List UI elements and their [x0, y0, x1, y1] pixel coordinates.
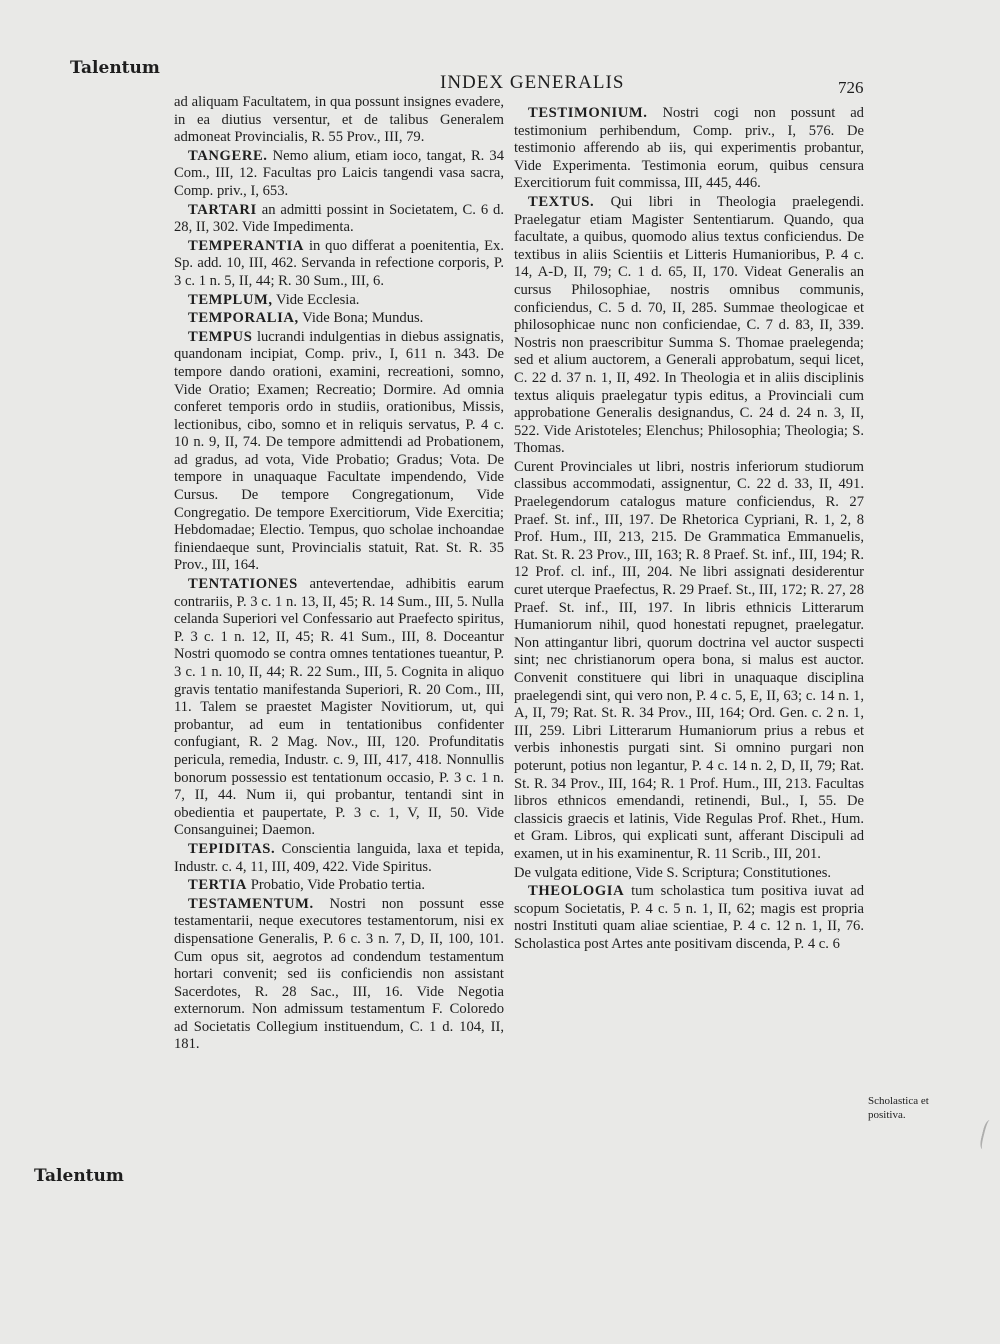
- entry-headword: TARTARI: [188, 201, 257, 218]
- entry-headword: TEMPUS: [188, 328, 253, 345]
- index-entry: [514, 194, 864, 458]
- entry-headword: THEOLOGIA: [528, 883, 625, 900]
- entry-text: Vide Ecclesia.: [276, 291, 360, 308]
- index-entry: [174, 329, 504, 575]
- entry-text: De vulgata editione, Vide S. Scriptura; Constitutiones.: [514, 864, 832, 881]
- entry-headword: TENTATIONES: [188, 576, 298, 593]
- index-entry: [174, 896, 504, 1054]
- index-entry: [174, 841, 504, 876]
- entry-headword: TANGERE.: [188, 147, 268, 164]
- index-entry: [174, 877, 504, 895]
- entry-headword: TESTIMONIUM.: [528, 105, 648, 121]
- entry-headword: TERTIA: [188, 877, 248, 894]
- entry-text: Nostri non possunt esse testamentarii, neque executores testamentorum, nisi ex dispensatione Generalis, P. 6 c. 3 n. 7, D, II, 100, 101. Cum opus sit, aegrotos ad condendum testamentum hortari convenit; sed iis conficiendis non assistant Sacerdotes, R. 28 Sac., III, 16. Vide Negotia externorum. Non admissum testamentum F. Coloredo ad Societatis Collegium instituendum, C. 1 d. 104, II, 181.: [174, 895, 504, 1053]
- index-entry: [174, 310, 504, 328]
- right-column: [514, 105, 864, 955]
- page-label-bottom: Talentum: [34, 1166, 124, 1186]
- entry-text: an admitti possint in Societatem, C. 6 d. 28, II, 302. Vide Impedimenta.: [174, 201, 504, 236]
- index-entry: [174, 94, 504, 147]
- entry-text: Conscientia languida, laxa et tepida, Industr. c. 4, 11, III, 409, 422. Vide Spiritus.: [174, 840, 504, 875]
- entry-text: Probatio, Vide Probatio tertia.: [250, 877, 426, 894]
- entry-text: Qui libri in Theologia praelegendi. Praelegatur etiam Magister Sententiarum. Quando, qua facultate, a quibus, quomodo alius textus conficiendus. De textibus in aliis Scientiis et Litteris Humanioribus, P. 4 c. 14, A-D, II, 79; C. 1 d. 65, II, 170. Videat Generalis an cursus Philosophiae, nostris omnibus communis, conficiendus, C. 5 d. 70, II, 285. Summae theologicae et philosophicae nunc non conficiendae, C. 7 d. 83, II, 339. Nostris non praescribitur Summa S. Thomae praelegenda; sed et alium auctorem, a Generali approbatum, sequi licet, C. 22 d. 37 n. 1, II, 492. In Theologia et in aliis disciplinis textus aliquis praelegatur typis editus, a Provinciali cum approbatione Generalis designandus, C. 24 d. 24 n. 3, II, 522. Vide Aristoteles; Elenchus; Philosophia; Theologia; S. Thomas.: [514, 193, 864, 457]
- entry-headword: TEMPERANTIA: [188, 237, 305, 254]
- entry-headword: TEPIDITAS.: [188, 840, 276, 857]
- running-head: INDEX GENERALIS: [440, 72, 625, 93]
- index-entry: [174, 292, 504, 310]
- margin-note: Scholastica et positiva.: [868, 1095, 929, 1121]
- entry-text: lucrandi indulgentias in diebus assignatis, quandonam incipiat, Comp. priv., I, 611 n. 343. De tempore dando orationi, examini, recreationi, somno, Vide Oratio; Examen; Recreatio; Dormire. Ad omnia conferet temporis ordo in studiis, orationibus, Missis, lectionibus, cibo, somno et in reliquis servatus, P. 4 c. 10 n. 9, II, 74. De tempore admittendi ad Probationem, ad gradus, ad vota, Vide Probatio; Gradus; Vota. De tempore in unaquaque Facultate impendendo, Vide Cursus. De tempore Congregationum, Vide Congregatio. De tempore Exercitiorum, Vide Exercitia; Hebdomadae; Electio. Tempus, quo scholae inchoandae finiendaeque sunt, Provincialis statuit, Rat. St. R. 35 Prov., III, 164.: [174, 328, 504, 574]
- entry-text: Nemo alium, etiam ioco, tangat, R. 34 Com., III, 12. Facultas pro Laicis tangendi vasa sacra, Comp. priv., I, 653.: [174, 147, 504, 199]
- entry-text: Nostri cogi non possunt ad testimonium perhibendum, Comp. priv., I, 576. De testimonio afferendo ab iis, qui experimentis probantur, Vide Experimenta. Testimonia eorum, quibus censura Exercitiorum fuit commissa, III, 445, 446.: [514, 105, 864, 192]
- page-number: 726: [838, 78, 864, 97]
- entry-headword: TEXTUS.: [528, 193, 595, 210]
- entry-headword: TEMPORALIA,: [188, 310, 299, 327]
- entry-text: Curent Provinciales ut libri, nostris inferiorum studiorum classibus accommodati, assignentur, C. 22 d. 33, II, 491. Praelegendorum catalogus mature conficiendus, R. 27 Praef. St. inf., III, 197. De Rhetorica Cypriani, R. 1, 2, 8 Prof. Hum., III, 213, 215. De Grammatica Emmanuelis, Rat. St. R. 23 Prov., III, 163; R. 8 Praef. St. inf., III, 194; R. 12 Prof. cl. inf., III, 204. Ne libri assignati desiderentur curet uterque Praefectus, R. 29 Praef. St., III, 172; R. 27, 28 Praef. St. inf., III, 197. In libris ethnicis Litterarum Humaniorum nihil, quod honestati repugnet, praelegatur. Non attingantur libri, quorum doctrina vel auctor suspecti sint; nec christianorum opera bona, si malus est auctor. Convenit constituere qui libri in unaquaque disciplina praelegendi sint, qui vero non, P. 4 c. 5, E, II, 63; c. 14 n. 1, A, II, 79; Rat. St. R. 34 Prov., III, 164; Ord. Gen. c. 2 n. 1, III, 259. Libri Litterarum Humaniorum prius a rebus et verbis inhonestis purgati sint. Si omnino purgari non poterunt, potius non legantur, P. 4 c. 14 n. 2, D, II, 79; Rat. St. R. 34 Prov., III, 164; R. 1 Prof. Hum., III, 213. Facultas libros ethnicos emendandi, retinendi, Bul., I, 55. De classicis graecis et latinis, Vide Regulas Prof. Rhet., Hum. et Gram. Libros, qui explicati sunt, afferant Discipuli ad examen, ut in his examinentur, R. 11 Scrib., III, 201.: [514, 458, 864, 862]
- left-column: [174, 94, 504, 1055]
- index-entry: [514, 105, 864, 193]
- index-entry: [174, 148, 504, 201]
- index-entry: [514, 865, 864, 883]
- entry-text: in quo differat a poenitentia, Ex. Sp. add. 10, III, 462. Servanda in refectione corporis, P. 3 c. 1 n. 5, II, 44; R. 30 Sum., III, 6.: [174, 237, 504, 289]
- entry-headword: TESTAMENTUM.: [188, 895, 314, 912]
- ink-mark: [979, 1119, 996, 1151]
- entry-text: antevertendae, adhibitis earum contrariis, P. 3 c. 1 n. 13, II, 45; R. 14 Sum., III, 5. Nulla celanda Superiori vel Confessario aut Praefecto spiritus, P. 3 c. 1 n. 12, II, 45; R. 41 Sum., III, 8. Doceantur Nostri quomodo se contra omnes tentationes tueantur, P. 3 c. 1 n. 10, II, 44; R. 22 Sum., III, 5. Cognita in aliquo gravis tentatio manifestanda Superiori, R. 20 Com., III, 11. Talem se praestet Magister Novitiorum, ut, qui probantur, ad eum in tentationibus confidenter confugiant, R. 2 Mag. Nov., III, 120. Profunditatis pericula, remedia, Industr. c. 9, III, 417, 418. Nonnullis bonorum possessio est tentationum occasio, P. 3 c. 1 n. 7, II, 44. Num ii, qui probantur, tentandi sint in obedientia et paupertate, P. 3 c. 1, V, II, 50. Vide Consanguinei; Daemon.: [174, 576, 504, 839]
- entry-text: Vide Bona; Mundus.: [302, 310, 424, 327]
- entry-text: ad aliquam Facultatem, in qua possunt insignes evadere, in ea diutius versentur, et de talibus Generalem admoneat Provincialis, R. 55 Prov., III, 79.: [174, 94, 504, 146]
- index-entry: [174, 576, 504, 840]
- index-entry: [514, 883, 864, 953]
- index-entry: [174, 202, 504, 237]
- index-entry: [174, 238, 504, 291]
- page-label-top: Talentum: [70, 58, 160, 78]
- entry-text: tum scholastica tum positiva iuvat ad scopum Societatis, P. 4 c. 5 n. 1, II, 62; magis est propria nostri Instituti quam aliae scientiae, P. 4 c. 12 n. 1, II, 76. Scholastica post Artes ante positivam discenda, P. 4 c. 6: [514, 883, 864, 952]
- entry-headword: TEMPLUM,: [188, 291, 273, 308]
- index-entry: [514, 459, 864, 864]
